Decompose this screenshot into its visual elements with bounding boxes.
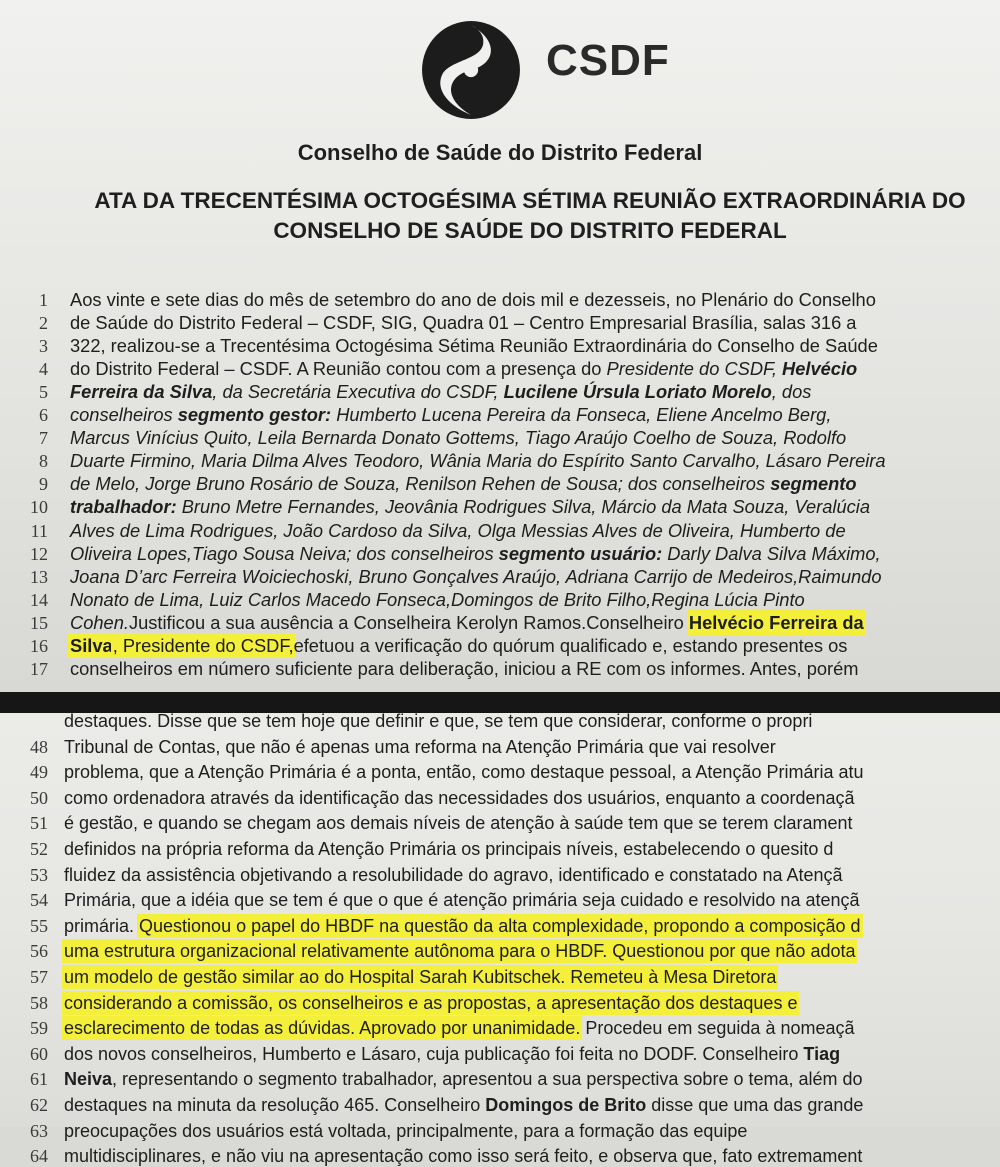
line-number: 58 [30, 992, 48, 1013]
text-line [0, 787, 1000, 809]
line-number: 63 [30, 1120, 48, 1141]
text-line [0, 761, 1000, 783]
text-segment: de Melo, Jorge Bruno Rosário de Souza, Renilson Rehen de Sousa; dos conselheiros [70, 473, 771, 495]
text-line [0, 381, 1000, 403]
text-segment: de Saúde do Distrito Federal – CSDF, SIG, Quadra 01 – Centro Empresarial Brasília, salas 316 a [70, 312, 857, 334]
text-line [0, 358, 1000, 380]
text-line [0, 812, 1000, 834]
line-number: 55 [30, 915, 48, 936]
line-number: 62 [30, 1095, 48, 1115]
line-number: 17 [30, 658, 48, 679]
text-line [0, 1068, 1000, 1090]
text-segment: definidos na própria reforma da Atenção Primária os principais níveis, estabelecendo o quesito d [64, 839, 834, 859]
text-line [0, 1120, 1000, 1142]
document-page-bottom [0, 711, 1000, 1167]
line-text [70, 520, 1000, 542]
line-text [64, 838, 1000, 860]
text-segment: Primária, que a idéia que se tem é que o que é atenção primária seja cuidado e resolvido na atençã [64, 890, 860, 911]
text-segment: , da Secretária Executiva do CSDF, [212, 381, 504, 403]
line-number: 59 [30, 1018, 48, 1039]
title-line-2: CONSELHO DE SAÚDE DO DISTRITO FEDERAL [273, 218, 787, 243]
line-number: 13 [30, 566, 48, 587]
organization-name: Conselho de Saúde do Distrito Federal [297, 140, 703, 165]
text-line [0, 864, 1000, 886]
line-text [64, 1145, 1000, 1167]
line-number: 15 [30, 612, 48, 633]
text-segment: Neiva [64, 1069, 113, 1090]
text-line [0, 1094, 1000, 1116]
text-segment: como ordenadora através da identificação das necessidades dos usuários, enquanto a coordenaçã [64, 787, 855, 808]
line-number: 11 [30, 520, 48, 541]
text-line [0, 520, 1000, 542]
highlighted-text: Helvécio Ferreira da [688, 611, 864, 633]
line-number: 7 [39, 428, 48, 449]
document-title [60, 186, 1000, 246]
line-text [64, 889, 1000, 911]
line-text [70, 427, 1000, 449]
text-segment: segmento usuário: [498, 542, 663, 564]
text-segment: Justificou a sua ausência a Conselheira Kerolyn Ramos.Conselheiro [128, 611, 689, 633]
text-segment: , dos [771, 381, 812, 403]
line-text [70, 312, 1000, 334]
line-number: 57 [30, 967, 48, 987]
csdf-logo [420, 16, 670, 124]
text-segment: Aos vinte e sete dias do mês de setembro do ano de dois mil e dezesseis, no Plenário do Conselho [70, 289, 876, 310]
line-text [70, 404, 1000, 426]
text-segment: destaques. Disse que se tem hoje que definir e que, se tem que considerar, conforme o propri [64, 711, 813, 731]
line-number: 3 [39, 336, 48, 357]
text-line [0, 915, 1000, 937]
text-line [0, 404, 1000, 426]
text-line [0, 1017, 1000, 1039]
line-number: 48 [30, 736, 48, 757]
text-segment: segmento gestor: [177, 404, 332, 426]
line-number: 50 [30, 787, 48, 808]
text-line [0, 940, 1000, 962]
line-number: 60 [30, 1043, 48, 1064]
text-line [0, 658, 1000, 680]
text-segment: Helvécio [782, 358, 858, 380]
line-number: 4 [39, 359, 48, 380]
line-text [70, 543, 1000, 565]
text-line [0, 1145, 1000, 1167]
text-segment: segmento [770, 473, 857, 495]
line-text [70, 473, 1000, 495]
line-text [70, 335, 1000, 357]
line-number: 5 [39, 382, 48, 403]
text-line [0, 838, 1000, 860]
text-segment: Humberto Lucena Pereira da Fonseca, Eliene Ancelmo Berg, [331, 404, 832, 426]
text-segment: Ferreira da Silva [70, 381, 213, 403]
line-number: 64 [30, 1146, 48, 1167]
text-segment: fluidez da assistência objetivando a resolubilidade do agravo, identificado e constatado na Atençã [64, 864, 843, 885]
highlighted-text: considerando a comissão, os conselheiros e as propostas, a apresentação dos destaques e [64, 992, 798, 1013]
line-text [70, 289, 1000, 311]
text-segment: conselheiros [70, 404, 178, 426]
line-text [64, 1068, 1000, 1090]
highlighted-text: esclarecimento de todas as dúvidas. Aprovado por unanimidade. [64, 1018, 581, 1039]
text-line [0, 736, 1000, 758]
line-text [70, 566, 1000, 588]
line-text [64, 812, 1000, 834]
line-text [70, 496, 1000, 518]
text-segment: Tribunal de Contas, que não é apenas uma reforma na Atenção Primária que vai resolver [64, 736, 776, 757]
line-text [64, 1043, 1000, 1065]
text-segment: destaques na minuta da resolução 465. Conselheiro [64, 1095, 486, 1115]
line-text [64, 940, 1000, 962]
highlighted-text: Questionou o papel do HBDF na questão da alta complexidade, propondo a composição d [139, 915, 861, 936]
line-text [70, 658, 1000, 680]
line-number: 61 [30, 1069, 48, 1090]
line-number: 10 [30, 497, 48, 518]
title-line-1: ATA DA TRECENTÉSIMA OCTOGÉSIMA SÉTIMA REUNIÃO EXTRAORDINÁRIA DO [94, 188, 966, 213]
line-number: 54 [30, 890, 48, 911]
text-line [0, 450, 1000, 472]
text-segment: 322, realizou-se a Trecentésima Octogésima Sétima Reunião Extraordinária do Conselho de Saúde [70, 335, 878, 357]
line-number: 6 [39, 405, 48, 426]
text-line [0, 992, 1000, 1014]
text-segment: do Distrito Federal – CSDF. A Reunião contou com a presença do [70, 358, 607, 380]
line-text [70, 635, 1000, 657]
text-segment: multidisciplinares, e não viu na apresentação como isso será feito, e observa que, fato extremament [64, 1146, 863, 1167]
text-line [0, 335, 1000, 357]
line-number: 2 [39, 313, 48, 334]
highlighted-text: , Presidente do CSDF, [112, 634, 294, 656]
line-text [64, 915, 1000, 937]
line-text [64, 864, 1000, 886]
line-number: 14 [30, 589, 48, 610]
text-segment: trabalhador: [70, 496, 177, 518]
text-segment: Procedeu em seguida à nomeaçã [580, 1018, 855, 1039]
line-number: 1 [39, 290, 48, 310]
text-line [0, 473, 1000, 495]
line-text [70, 589, 1000, 611]
text-segment: conselheiros em número suficiente para deliberação, iniciou a RE com os informes. Antes, porém [70, 657, 859, 679]
text-segment: , representando o segmento trabalhador, apresentou a sua perspectiva sobre o tema, além do [112, 1069, 863, 1090]
text-segment: Lucilene Úrsula Loriato Morelo [503, 381, 772, 403]
line-number: 12 [30, 543, 48, 564]
line-number: 8 [39, 451, 48, 472]
line-text [64, 761, 1000, 783]
line-number: 53 [30, 864, 48, 885]
line-number: 9 [39, 474, 48, 495]
text-segment: Nonato de Lima, Luiz Carlos Macedo Fonseca,Domingos de Brito Filho,Regina Lúcia Pinto [70, 588, 805, 610]
line-text [64, 736, 1000, 758]
text-line [0, 635, 1000, 657]
text-segment: Alves de Lima Rodrigues, João Cardoso da Silva, Olga Messias Alves de Oliveira, Humberto de [70, 519, 846, 541]
text-line [0, 966, 1000, 988]
line-text [64, 966, 1000, 988]
text-line [0, 589, 1000, 611]
line-text [70, 612, 1000, 634]
line-number: 16 [30, 635, 48, 656]
text-segment: primária. [64, 915, 140, 936]
line-text [70, 381, 1000, 403]
text-line [0, 289, 1000, 311]
text-segment: preocupações dos usuários está voltada, principalmente, para a formação das equipe [64, 1120, 748, 1141]
text-segment: disse que uma das grande [646, 1095, 864, 1115]
text-line [0, 496, 1000, 518]
line-text [64, 1017, 1000, 1039]
text-segment: é gestão, e quando se chegam aos demais níveis de atenção à saúde tem que se terem clarament [64, 813, 853, 834]
text-line [0, 1043, 1000, 1065]
highlighted-text: uma estrutura organizacional relativamente autônoma para o HBDF. Questionou por que não adota [64, 941, 856, 962]
csdf-swirl-logo-icon [420, 19, 522, 121]
text-line [0, 543, 1000, 565]
line-number: 51 [30, 813, 48, 834]
text-line [0, 612, 1000, 634]
text-line [0, 312, 1000, 334]
line-number: 52 [30, 839, 48, 859]
text-segment: Domingos de Brito [485, 1095, 647, 1115]
text-segment: Tiag [803, 1043, 841, 1064]
text-line [0, 889, 1000, 911]
text-segment: problema, que a Atenção Primária é a ponta, então, como destaque pessoal, a Atenção Primária atu [64, 762, 864, 783]
text-segment: Bruno Metre Fernandes, Jeovânia Rodrigues Silva, Márcio da Mata Souza, Veralúcia [176, 496, 871, 518]
text-segment: Presidente do CSDF, [606, 358, 783, 380]
line-text [64, 710, 1000, 732]
text-segment: Oliveira Lopes,Tiago Sousa Neiva; dos conselheiros [70, 542, 499, 564]
text-segment: Duarte Firmino, Maria Dilma Alves Teodoro, Wânia Maria do Espírito Santo Carvalho, Lásaro Pereira [70, 450, 886, 472]
line-number: 56 [30, 941, 48, 962]
text-segment: Marcus Vinícius Quito, Leila Bernarda Donato Gottems, Tiago Araújo Coelho de Souza, Rodolfo [70, 427, 847, 449]
highlighted-text: um modelo de gestão similar ao do Hospital Sarah Kubitschek. Remeteu à Mesa Diretora [64, 967, 777, 987]
line-text [64, 1094, 1000, 1116]
text-segment: Cohen. [70, 611, 129, 633]
line-text [70, 450, 1000, 472]
line-text [64, 1120, 1000, 1142]
text-segment: Darly Dalva Silva Máximo, [662, 542, 881, 564]
text-segment: dos novos conselheiros, Humberto e Lásaro, cuja publicação foi feita no DODF. Conselheiro [64, 1043, 804, 1064]
line-text [64, 787, 1000, 809]
line-text [64, 992, 1000, 1014]
text-line [0, 710, 1000, 732]
highlighted-text: Silva [70, 634, 113, 656]
line-number: 49 [30, 762, 48, 783]
line-text [70, 358, 1000, 380]
text-line [0, 427, 1000, 449]
text-segment: Joana D’arc Ferreira Woiciechoski, Bruno Gonçalves Araújo, Adriana Carrijo de Medeiros,Raimundo [70, 565, 882, 587]
text-segment: efetuou a verificação do quórum qualificado e, estando presentes os [293, 634, 848, 656]
text-line [0, 566, 1000, 588]
logo-text: CSDF [546, 36, 670, 85]
